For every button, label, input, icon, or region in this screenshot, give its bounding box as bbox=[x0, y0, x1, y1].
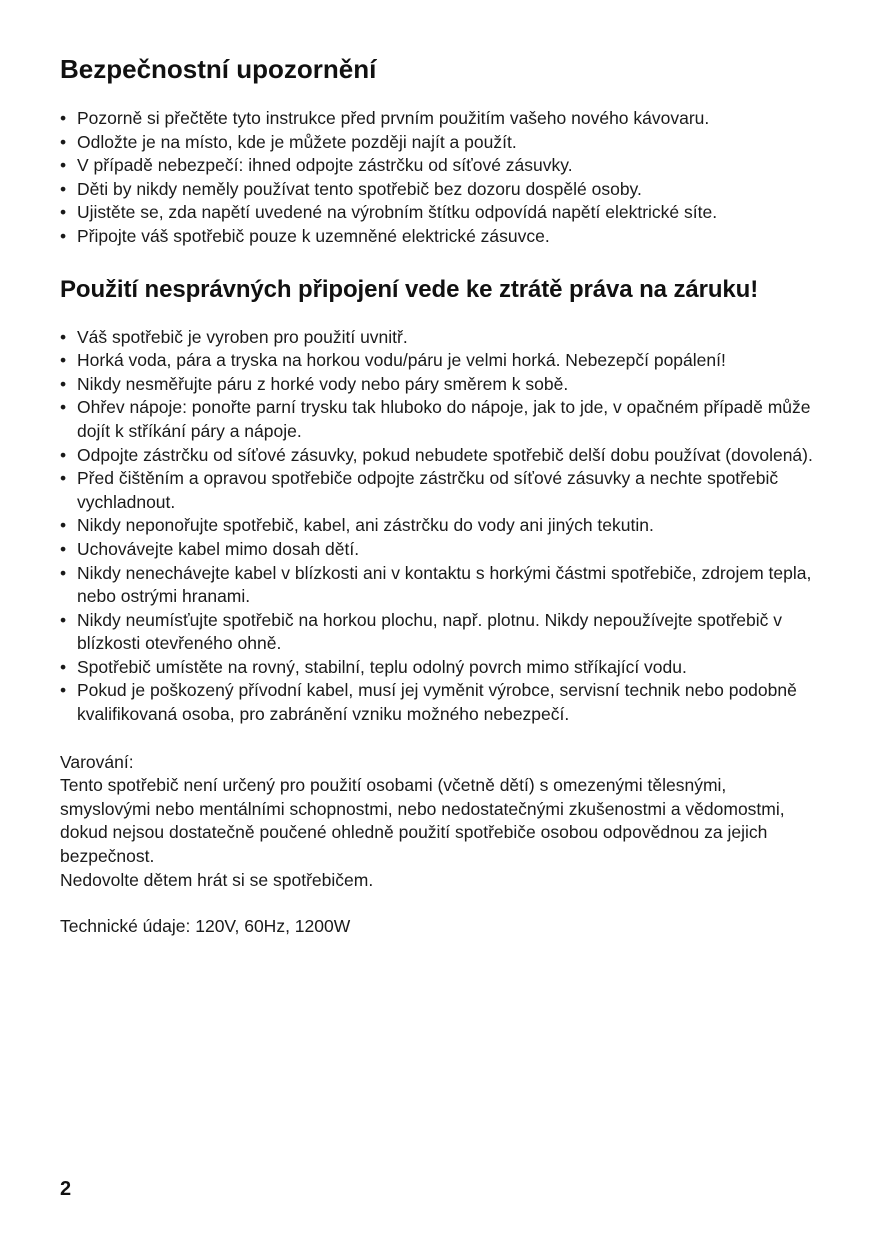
list-item-text: Spotřebič umístěte na rovný, stabilní, teplu odolný povrch mimo stříkající vodu. bbox=[77, 656, 687, 677]
bullet-icon: • bbox=[60, 397, 67, 418]
list-item bbox=[60, 538, 820, 562]
bullet-icon: • bbox=[60, 444, 67, 465]
bullet-icon: • bbox=[60, 538, 67, 559]
warning-children: Nedovolte dětem hrát si se spotřebičem. bbox=[60, 869, 374, 890]
list-item-text: Nikdy nenechávejte kabel v blízkosti ani v kontaktu s horkými částmi spotřebiče, zdrojem tepla, nebo ostrými hranami. bbox=[77, 562, 812, 607]
list-item-text: V případě nebezpečí: ihned odpojte zástrčku od síťové zásuvky. bbox=[77, 155, 573, 176]
bullet-icon: • bbox=[60, 656, 67, 677]
bullet-icon: • bbox=[60, 373, 67, 394]
bullet-icon: • bbox=[60, 350, 67, 371]
list-item bbox=[60, 396, 820, 443]
warning-block bbox=[60, 751, 820, 893]
list-item bbox=[60, 562, 820, 609]
list-item bbox=[60, 444, 820, 468]
list-item-text: Váš spotřebič je vyroben pro použití uvnitř. bbox=[77, 326, 408, 347]
list-item-text: Připojte váš spotřebič pouze k uzemněné elektrické zásuvce. bbox=[77, 225, 550, 246]
list-item-text: Odpojte zástrčku od síťové zásuvky, pokud nebudete spotřebič delší dobu používat (dovolená). bbox=[77, 444, 813, 465]
page-number: 2 bbox=[60, 1178, 72, 1200]
document-page bbox=[60, 52, 820, 939]
list-item bbox=[60, 467, 820, 514]
technical-data: Technické údaje: 120V, 60Hz, 1200W bbox=[60, 916, 351, 937]
list-item-text: Nikdy nesměřujte páru z horké vody nebo páry směrem k sobě. bbox=[77, 373, 569, 394]
list-item bbox=[60, 679, 820, 726]
list-item bbox=[60, 178, 820, 202]
list-item bbox=[60, 131, 820, 155]
bullet-icon: • bbox=[60, 202, 67, 223]
bullet-icon: • bbox=[60, 515, 67, 536]
section-title-safety: Bezpečnostní upozornění bbox=[60, 54, 377, 84]
section-title-warranty: Použití nesprávných připojení vede ke ztrátě práva na záruku! bbox=[60, 275, 759, 303]
bullet-icon: • bbox=[60, 326, 67, 347]
bullet-icon: • bbox=[60, 468, 67, 489]
bullet-icon: • bbox=[60, 609, 67, 630]
list-item bbox=[60, 107, 820, 131]
bullet-icon: • bbox=[60, 108, 67, 128]
list-item bbox=[60, 225, 820, 249]
list-item-text: Před čištěním a opravou spotřebiče odpojte zástrčku od síťové zásuvky a nechte spotřebič vychladnout. bbox=[77, 468, 779, 512]
warning-label: Varování: bbox=[60, 751, 134, 772]
list-item-text: Ujistěte se, zda napětí uvedené na výrobním štítku odpovídá napětí elektrické síte. bbox=[77, 202, 718, 223]
list-item bbox=[60, 514, 820, 538]
warranty-list bbox=[60, 326, 820, 727]
list-item-text: Ohřev nápoje: ponořte parní trysku tak hluboko do nápoje, jak to jde, v opačném případě může dojít k stříkání páry a nápoje. bbox=[77, 397, 811, 441]
list-item-text: Pozorně si přečtěte tyto instrukce před prvním použitím vašeho nového kávovaru. bbox=[77, 108, 710, 128]
safety-list bbox=[60, 107, 820, 249]
list-item-text: Děti by nikdy neměly používat tento spotřebič bez dozoru dospělé osoby. bbox=[77, 178, 642, 199]
bullet-icon: • bbox=[60, 225, 67, 246]
list-item-text: Nikdy neumísťujte spotřebič na horkou plochu, např. plotnu. Nikdy nepoužívejte spotřebič v blízkosti otevřeného ohně. bbox=[77, 609, 783, 654]
list-item bbox=[60, 326, 820, 350]
list-item-text: Horká voda, pára a tryska na horkou vodu/páru je velmi horká. Nebezepčí popálení! bbox=[77, 350, 726, 371]
bullet-icon: • bbox=[60, 680, 67, 701]
warning-text: Tento spotřebič není určený pro použití osobami (včetně dětí) s omezenými tělesnými, smyslovými nebo mentálními schopnostmi, nebo nedostatečnými zkušenostmi a vědomostmi, dokud nejsou dostatečně poučené ohledně použití spotřebiče osobou odpovědnou za jejich bezpečnost. bbox=[60, 775, 785, 867]
list-item bbox=[60, 373, 820, 397]
list-item bbox=[60, 349, 820, 373]
bullet-icon: • bbox=[60, 178, 67, 199]
bullet-icon: • bbox=[60, 155, 67, 176]
bullet-icon: • bbox=[60, 562, 67, 583]
list-item bbox=[60, 609, 820, 656]
list-item bbox=[60, 656, 820, 680]
list-item-text: Odložte je na místo, kde je můžete později najít a použít. bbox=[77, 131, 517, 152]
list-item-text: Uchovávejte kabel mimo dosah dětí. bbox=[77, 538, 360, 559]
bullet-icon: • bbox=[60, 131, 67, 152]
list-item-text: Pokud je poškozený přívodní kabel, musí jej vyměnit výrobce, servisní technik nebo podobně kvalifikovaná osoba, pro zabránění vzniku možného nebezpečí. bbox=[77, 680, 797, 725]
list-item bbox=[60, 201, 820, 225]
list-item bbox=[60, 154, 820, 178]
list-item-text: Nikdy neponořujte spotřebič, kabel, ani zástrčku do vody ani jiných tekutin. bbox=[77, 515, 654, 536]
